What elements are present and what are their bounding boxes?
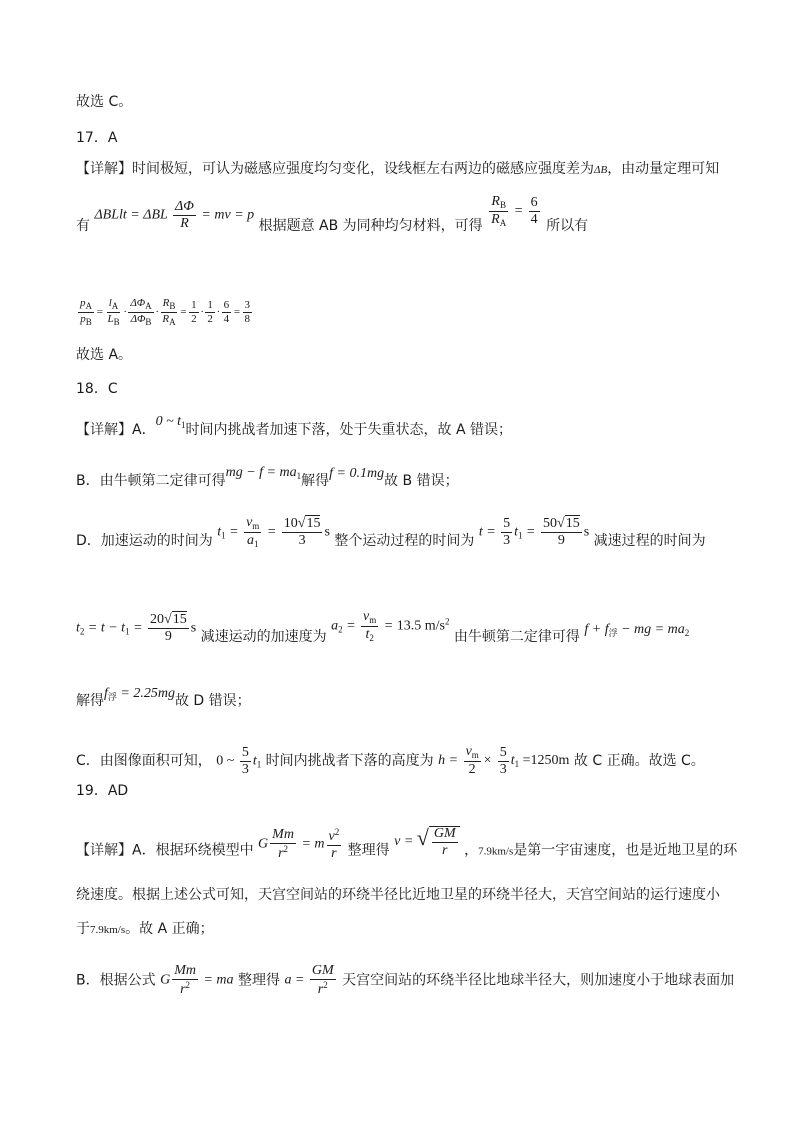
explanation-18-c: C．由图像面积可知， 0 ~ $\frac{5}{3}$ $t_1$ 时间内挑战者下落的高度为 h = $\frac{v_m}{2}$ × $\frac{5}{3}$ $t_1 =1250m$ 故 C 正确。故选 C。 <box>76 744 705 777</box>
total-time-equation: t = $\frac{5}{3}$ $t_1$ = $\frac{50√15}{9}$ s <box>478 515 590 548</box>
explanation-18-a: 【详解】A．0 ~ $t_1$时间内挑战者加速下落，处于失重状态，故 A 错误； <box>76 413 513 438</box>
explanation-17-line-1: 【详解】时间极短，可认为磁感应强度均匀变化，设线框左右两边的磁感应强度差为ΔB，由动量定理可知 <box>76 161 720 177</box>
explanation-19-a-line-3: 于7.9km/s。故 A 正确； <box>76 921 214 937</box>
resistance-ratio: $\frac{R_B}{R_A}$ = $\frac{6}{4}$ <box>491 193 538 228</box>
explanation-19-a-line-1: 【详解】A．根据环绕模型中 G $\frac{Mm}{r^2}$ = m $\frac{v^2}{r}$ 整理得 v = √ $\frac{GM}{r}$ ，7.9km/s是第一宇宙速度，也是近地卫星的环 <box>76 824 738 861</box>
answer-conclusion-16: 故选 C。 <box>76 94 133 110</box>
question-17-answer: 17．A <box>76 130 118 146</box>
first-cosmic-speed: 7.9km/s <box>478 845 514 858</box>
orbital-speed-equation: v = √ $\frac{GM}{r}$ <box>394 826 460 858</box>
acceleration-time-equation: $t_1$ = $\frac{v_m}{a_1}$ = $\frac{10√15}{3}$ s <box>217 514 330 549</box>
newton-second-law-b: mg − $f = ma_1$ <box>225 464 302 481</box>
explanation-18-d-line-2: $t_2 = t - t_1$ = $\frac{20√15}{9}$ s 减速运动的加速度为 $a_2$ = $\frac{v_m}{t_2}$ = 13.5 $m/s^2$ 由牛顿第二定律可得 $f + f_浮$ − mg = $ma_2$ <box>76 608 690 645</box>
explanation-19-a-line-2: 绕速度。根据上述公式可知，天宫空间站的环绕半径比近地卫星的环绕半径大，天宫空间站的运行速度小 <box>76 887 720 903</box>
newton-second-law-d: $f + f_浮$ − mg = $ma_2$ <box>584 621 690 638</box>
question-18-answer: 18．C <box>76 381 118 397</box>
explanation-17-line-2: 有 ΔBLlt = ΔBL $\frac{\Delta\Phi}{R}$ = mv = p 根据题意 AB 为同种均匀材料，可得 $\frac{R_B}{R_A}$ = $\frac{6}{4}$ 所以有 <box>76 193 589 234</box>
first-cosmic-speed-ref: 7.9km/s <box>90 924 126 936</box>
friction-result-b: f = 0.1mg <box>329 466 385 481</box>
gravitation-acceleration-equation: G $\frac{Mm}{r^2}$ = ma <box>160 963 234 997</box>
explanation-18-d-line-1: D．加速运动的时间为 $t_1$ = $\frac{v_m}{a_1}$ = $\frac{10√15}{3}$ s 整个运动过程的时间为 t = $\frac{5}{3}$ $t_1$ = $\frac{50√15}{9}$ s 减速过程的时间为 <box>76 514 706 549</box>
delta-b-symbol: ΔB <box>594 164 608 176</box>
momentum-ratio-equation: $\frac{p_A}{p_B}$ = $\frac{l_A}{L_B}$ · $\frac{\Delta\Phi_A}{\Delta\Phi_B}$ · $\frac{R_B}{R_A}$ = $\frac{1}{2}$ · $\frac{1}{2}$ · $\frac{6}{4}$ = $\frac{3}{8}$ <box>80 297 251 327</box>
time-interval-0-5-3-t1: 0 ~ $\frac{5}{3}$ $t_1$ <box>216 744 262 777</box>
explanation-18-d-line-3: 解得$f_浮 = 2.25mg$故 D 错误； <box>76 685 251 709</box>
time-interval-0-t1: 0 ~ $t_1$ <box>155 413 186 430</box>
question-19-answer: 19．AD <box>76 783 129 799</box>
orbit-model-equation: G $\frac{Mm}{r^2}$ = m $\frac{v^2}{r}$ <box>258 827 340 861</box>
deceleration-equation: $a_2$ = $\frac{v_m}{t_2}$ = 13.5 $m/s^2$ <box>331 608 450 643</box>
acceleration-result: a = $\frac{GM}{r^2}$ <box>284 963 334 997</box>
deceleration-time-equation: $t_2 = t - t_1$ = $\frac{20√15}{9}$ s <box>76 611 197 644</box>
explanation-18-b: B．由牛顿第二定律可得mg − $f = ma_1$解得f = 0.1mg故 B 错误； <box>76 464 459 489</box>
height-equation: h = $\frac{v_m}{2}$ × $\frac{5}{3}$ $t_1 =1250m$ <box>438 744 570 777</box>
buoyancy-result: $f_浮 = 2.25mg$ <box>104 685 175 702</box>
momentum-equation: ΔBLlt = ΔBL $\frac{\Delta\Phi}{R}$ = mv = p <box>94 198 255 231</box>
answer-conclusion-17: 故选 A。 <box>76 347 133 363</box>
explanation-19-b: B．根据公式 G $\frac{Mm}{r^2}$ = ma 整理得 a = $\frac{GM}{r^2}$ 天宫空间站的环绕半径比地球半径大，则加速度小于地球表面加 <box>76 963 735 997</box>
